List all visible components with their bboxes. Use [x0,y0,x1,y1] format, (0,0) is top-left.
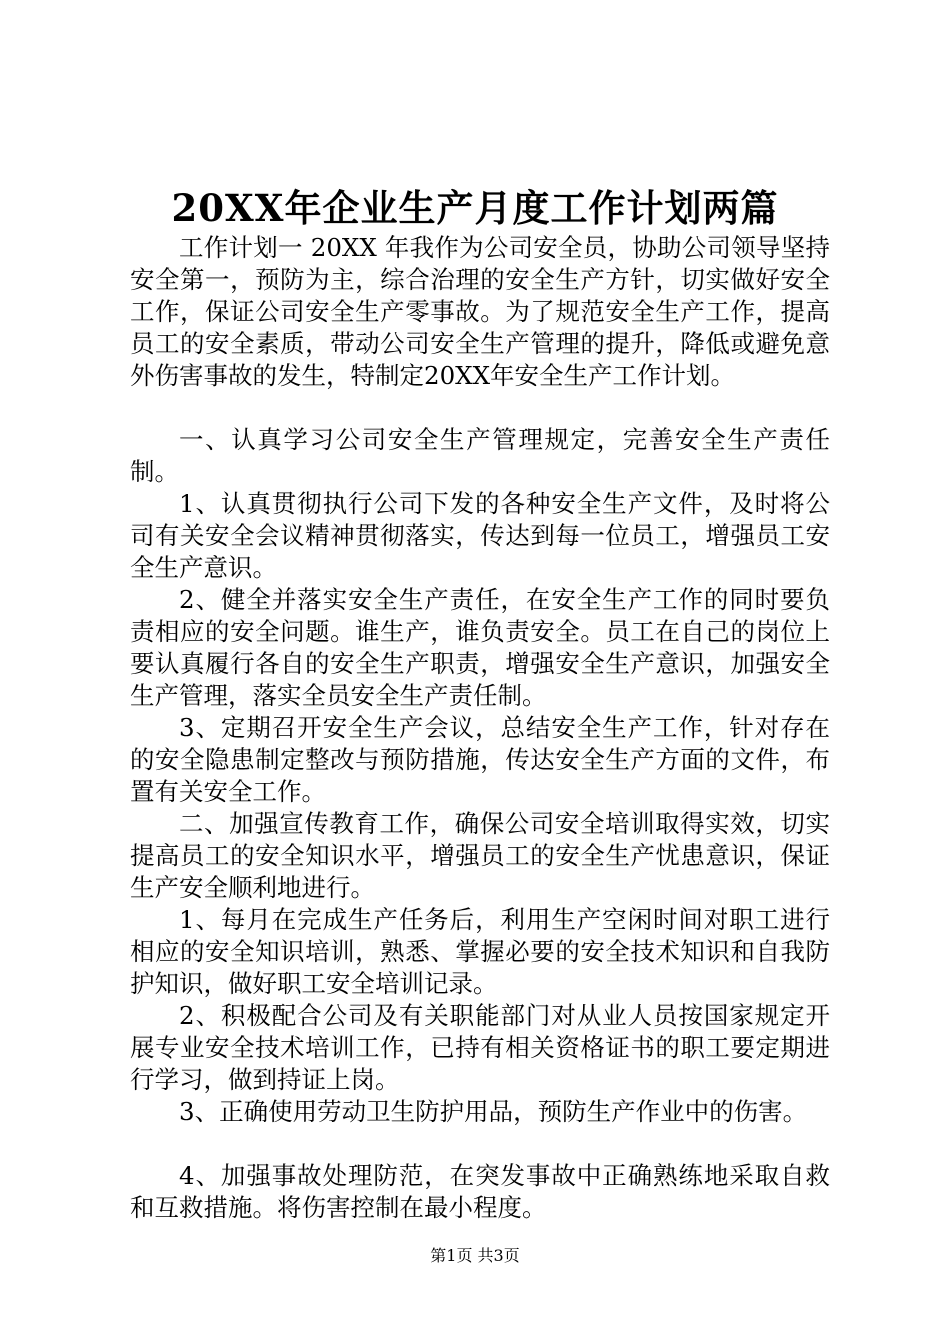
list-item: 2、健全并落实安全生产责任，在安全生产工作的同时要负责相应的安全问题。谁生产，谁负责安全。员工在自己的岗位上要认真履行各自的安全生产职责，增强安全生产意识，加强安全生产管理，落实全员安全生产责任制。 [130,585,830,710]
paragraph-spacer [130,392,830,424]
paragraph-intro: 工作计划一 20XX 年我作为公司安全员，协助公司领导坚持安全第一，预防为主，综合治理的安全生产方针，切实做好安全工作，保证公司安全生产零事故。为了规范安全生产工作，提高员工的安全素质，带动公司安全生产管理的提升，降低或避免意外伤害事故的发生，特制定20XX年安全生产工作计划。 [130,233,830,390]
paragraph-spacer [130,1128,830,1160]
list-item: 3、定期召开安全生产会议，总结安全生产工作，针对存在的安全隐患制定整改与预防措施，传达安全生产方面的文件，布置有关安全工作。 [130,713,830,806]
list-item: 4、加强事故处理防范，在突发事故中正确熟练地采取自救和互救措施。将伤害控制在最小程度。 [130,1161,830,1222]
section-heading-2: 二、加强宣传教育工作，确保公司安全培训取得实效，切实提高员工的安全知识水平，增强员工的安全生产忧患意识，保证生产安全顺利地进行。 [130,809,830,902]
section-heading-1: 一、认真学习公司安全生产管理规定，完善安全生产责任制。 [130,425,830,486]
document-body [130,232,830,1224]
list-item: 1、认真贯彻执行公司下发的各种安全生产文件，及时将公司有关安全会议精神贯彻落实，传达到每一位员工，增强员工安全生产意识。 [130,489,830,582]
page-footer: 第1页 共3页 [430,1246,520,1265]
list-item: 1、每月在完成生产任务后，利用生产空闲时间对职工进行相应的安全知识培训，熟悉、掌握必要的安全技术知识和自我防护知识，做好职工安全培训记录。 [130,905,830,998]
page-title: 20XX年企业生产月度工作计划两篇 [171,186,779,230]
list-item: 3、正确使用劳动卫生防护用品，预防生产作业中的伤害。 [179,1097,808,1126]
list-item: 2、积极配合公司及有关职能部门对从业人员按国家规定开展专业安全技术培训工作，已持有相关资格证书的职工要定期进行学习，做到持证上岗。 [130,1001,830,1094]
